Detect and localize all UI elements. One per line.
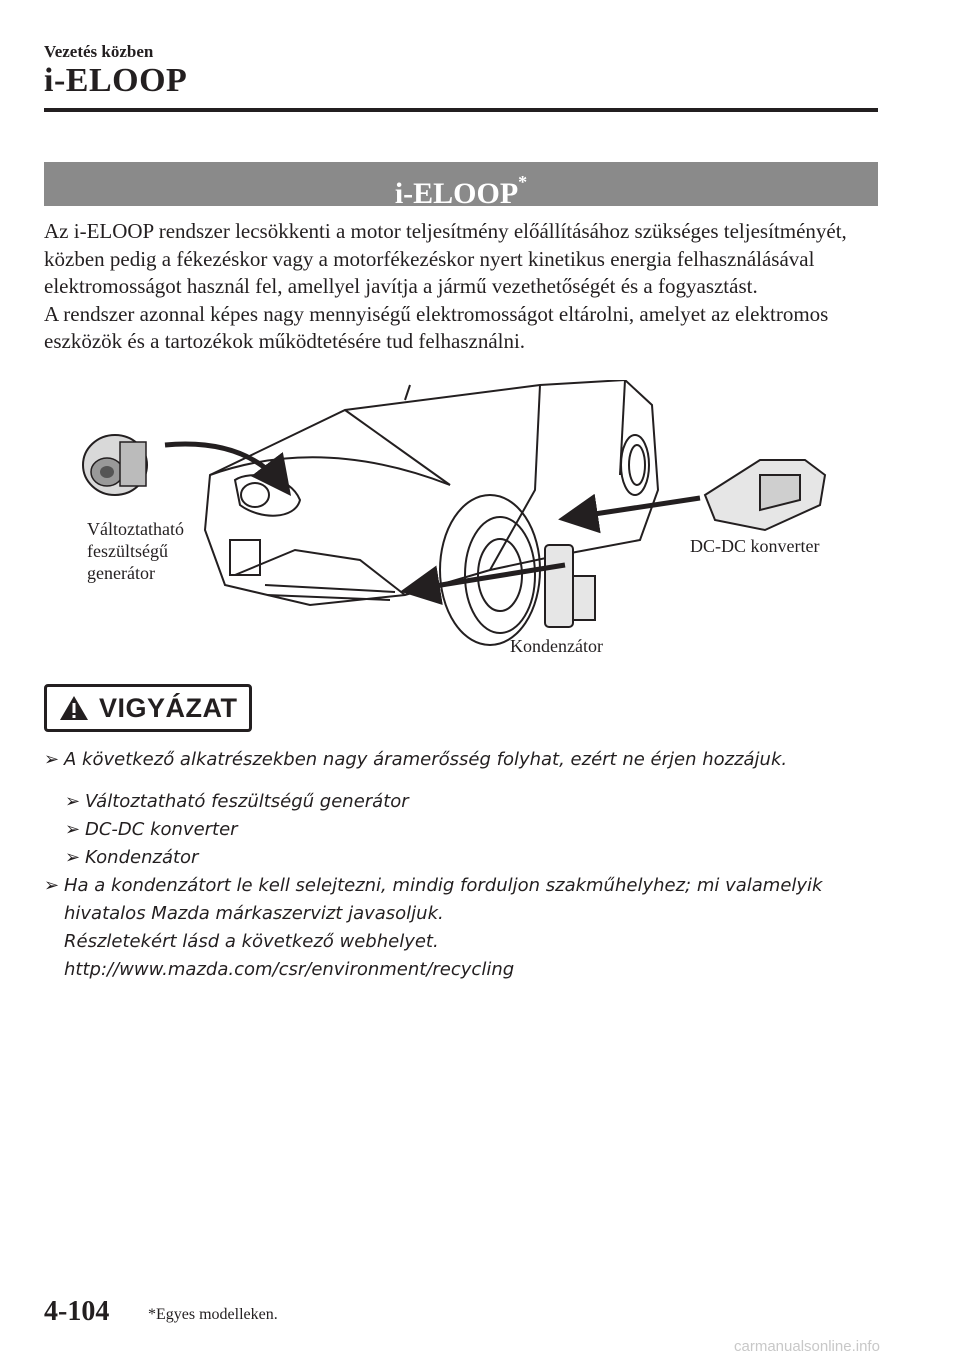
section-banner-title: i-ELOOP (394, 177, 519, 210)
caution-sub-item (65, 816, 878, 844)
footnote: *Egyes modelleken. (148, 1306, 278, 1323)
arrow-bullet-icon: ➢ (65, 819, 81, 840)
caution-sub-item (65, 844, 878, 872)
intro-paragraph-2: A rendszer azonnal képes nagy mennyiségű elektromosságot eltárolni, amelyet az elektromos eszközök és a tartozékok működtetésére tud felhasználni. (44, 301, 829, 354)
generator-label: Változtatható feszültségű generátor (87, 519, 184, 583)
watermark: carmanualsonline.info (734, 1338, 880, 1355)
caution-sub-item-text: Kondenzátor (85, 847, 199, 868)
car-outline (205, 380, 658, 605)
section-name: Vezetés közben (44, 42, 154, 61)
dcdc-converter-label: DC-DC konverter (690, 536, 820, 556)
caution-sub-item-text: DC-DC konverter (85, 819, 238, 840)
page-number: 4-104 (44, 1296, 110, 1327)
rear-wheel (621, 435, 649, 495)
arrow-bullet-icon: ➢ (44, 749, 60, 770)
caution-list (44, 746, 878, 984)
arrow-bullet-icon: ➢ (65, 791, 81, 812)
page-title: i-ELOOP (44, 62, 188, 99)
caution-item-text: Részletekért lásd a következő webhelyet. (64, 931, 439, 952)
caution-sub-item (65, 788, 878, 816)
caution-item (44, 746, 878, 774)
intro-text (44, 218, 878, 356)
generator-component (83, 435, 147, 495)
warning-triangle-icon (59, 694, 89, 722)
caution-title: VIGYÁZAT (99, 692, 238, 723)
caution-item-text: A következő alkatrészekben nagy áramerősség folyhat, ezért ne érjen hozzájuk. (64, 749, 788, 770)
section-banner (44, 162, 878, 210)
caution-item (44, 872, 878, 984)
caution-heading (44, 684, 252, 732)
caution-item-text: Ha a kondenzátort le kell selejtezni, mindig forduljon szakműhelyhez; mi valamelyik (64, 875, 823, 896)
header-divider (44, 108, 878, 112)
arrow-bullet-icon: ➢ (44, 875, 60, 896)
recycling-url: http://www.mazda.com/csr/environment/recycling (64, 959, 515, 980)
arrow-bullet-icon: ➢ (65, 847, 81, 868)
capacitor-component (545, 545, 595, 627)
intro-paragraph-1: Az i-ELOOP rendszer lecsökkenti a motor teljesítmény előállításához szükséges teljesítményét, közben pedig a fékezéskor vagy a motorfékezéskor nyert kinetikus energia felhasználásával elektromosságot használ fel, amellyel javítja a jármű vezethetőségét és a fogyasztást. (44, 219, 847, 299)
caution-item-text: hivatalos Mazda márkaszervizt javasoljuk. (64, 903, 444, 924)
dcdc-converter-component (705, 460, 825, 530)
footnote-marker: * (518, 172, 528, 192)
capacitor-label: Kondenzátor (510, 636, 603, 656)
caution-sub-item-text: Változtatható feszültségű generátor (85, 791, 409, 812)
i-eloop-illustration (60, 380, 860, 660)
